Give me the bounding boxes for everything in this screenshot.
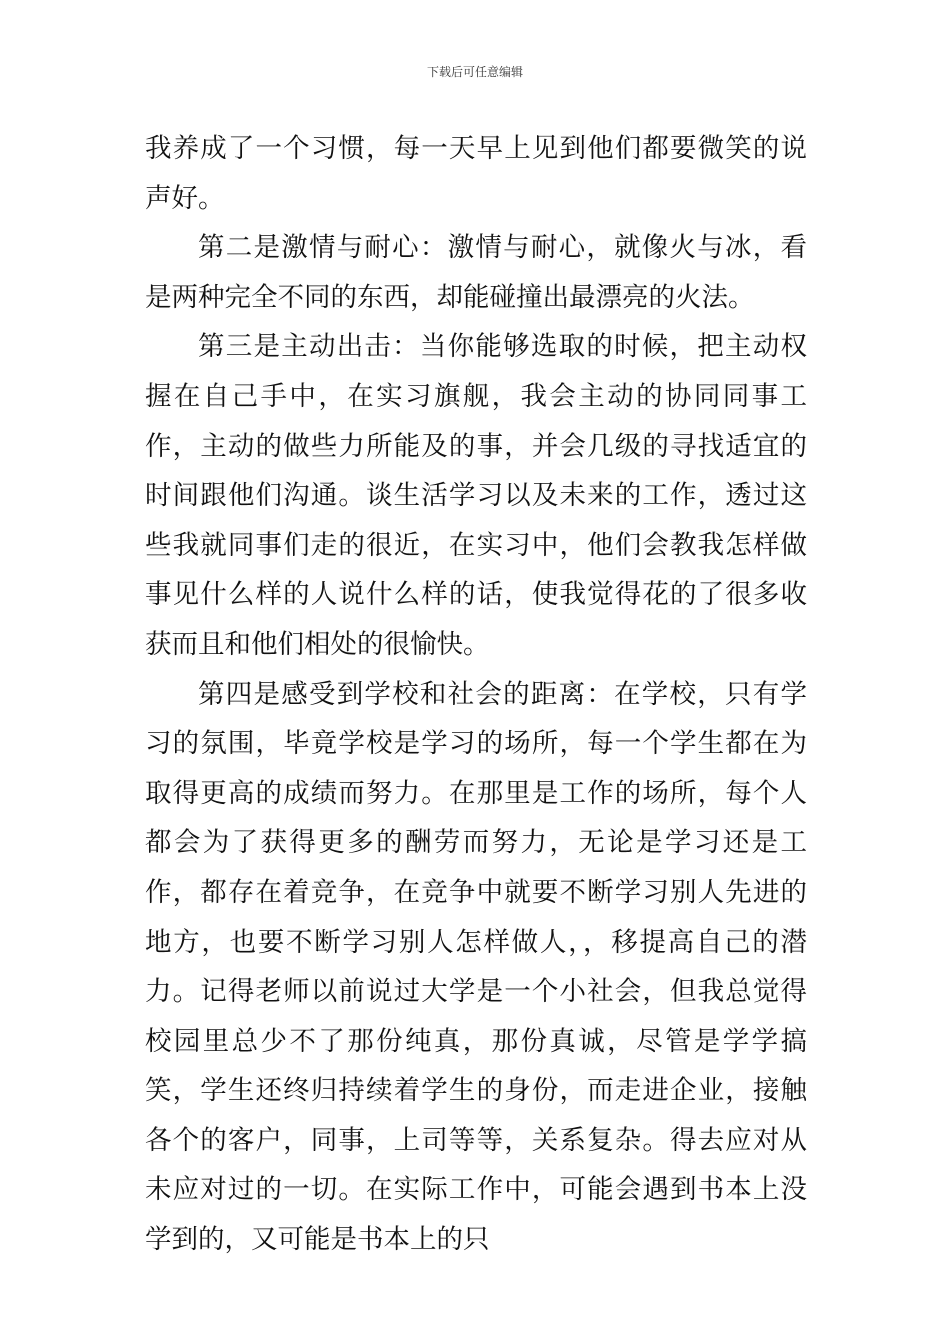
paragraph-4: 第四是感受到学校和社会的距离：在学校，只有学习的氛围，毕竟学校是学习的场所，每一个学生都在为取得更高的成绩而努力。在那里是工作的场所，每个人都会为了获得更多的酬劳而努力，无论是学习还是工作，都存在着竞争，在竞争中就要不断学习别人先进的地方，也要不断学习别人怎样做人，，移提高自己的潜力。记得老师以前说过大学是一个小社会，但我总觉得校园里总少不了那份纯真，那份真诚，尽管是学学搞笑，学生还终归持续着学生的身份，而走进企业，接触各个的客户，同事，上司等等，关系复杂。得去应对从未应对过的一切。在实际工作中，可能会遇到书本上没学到的，又可能是书本上的只 — [145, 678, 807, 1256]
paragraph-1: 我养成了一个习惯，每一天早上见到他们都要微笑的说声好。 — [145, 133, 807, 214]
body-text — [145, 124, 807, 1265]
page-header: 下载后可任意编辑 — [426, 65, 523, 79]
paragraph-3: 第三是主动出击：当你能够选取的时候，把主动权握在自己手中，在实习旗舰，我会主动的协同同事工作，主动的做些力所能及的事，并会几级的寻找适宜的时间跟他们沟通。谈生活学习以及未来的工作，透过这些我就同事们走的很近，在实习中，他们会教我怎样做事见什么样的人说什么样的话，使我觉得花的了很多收获而且和他们相处的很愉快。 — [145, 331, 807, 660]
paragraph-2: 第二是激情与耐心：激情与耐心，就像火与冰，看是两种完全不同的东西，却能碰撞出最漂亮的火法。 — [145, 232, 807, 313]
